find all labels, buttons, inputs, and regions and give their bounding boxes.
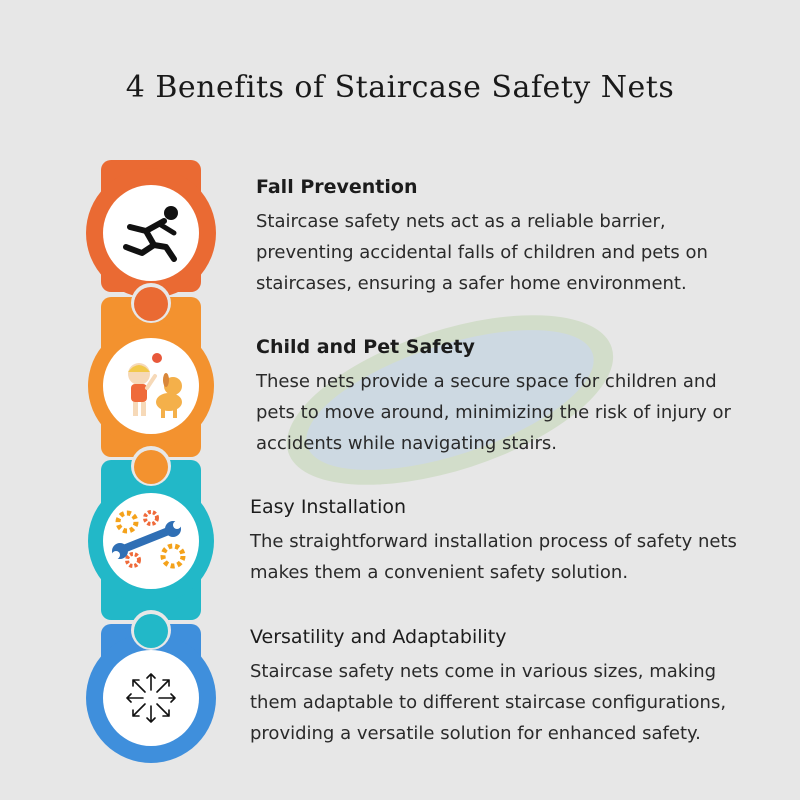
benefit-title: Child and Pet Safety [256,336,475,358]
benefit-title: Versatility and Adaptability [250,626,507,648]
benefit-3 [250,496,737,588]
icon-circle-2 [103,338,199,434]
icon-circle-3 [103,493,199,589]
child-and-dog-icon [111,346,191,426]
icon-circle-4 [103,650,199,746]
benefit-title: Easy Installation [250,496,407,518]
benefit-text: Staircase safety nets act as a reliable barrier, preventing accidental falls of children and pets on staircases, ensuring a safer home environment. [256,211,708,294]
benefit-4 [250,626,726,749]
page-title: 4 Benefits of Staircase Safety Nets [125,70,675,105]
wrench-gears-icon [111,506,191,576]
benefit-text: Staircase safety nets come in various sizes, making them adaptable to different staircase configurations, providing a versatile solution for enhanced safety. [250,661,727,744]
icon-circle-1 [103,185,199,281]
benefit-text: The straightforward installation process of safety nets makes them a convenient safety solution. [250,531,737,583]
arrows-outward-icon [121,668,181,728]
benefit-text: These nets provide a secure space for children and pets to move around, minimizing the risk of injury or accidents while navigating stairs. [256,371,731,454]
falling-person-icon [116,203,186,263]
benefit-title: Fall Prevention [256,176,418,198]
benefit-1 [256,176,708,299]
benefit-2 [256,336,731,459]
puzzle-column [86,160,216,770]
